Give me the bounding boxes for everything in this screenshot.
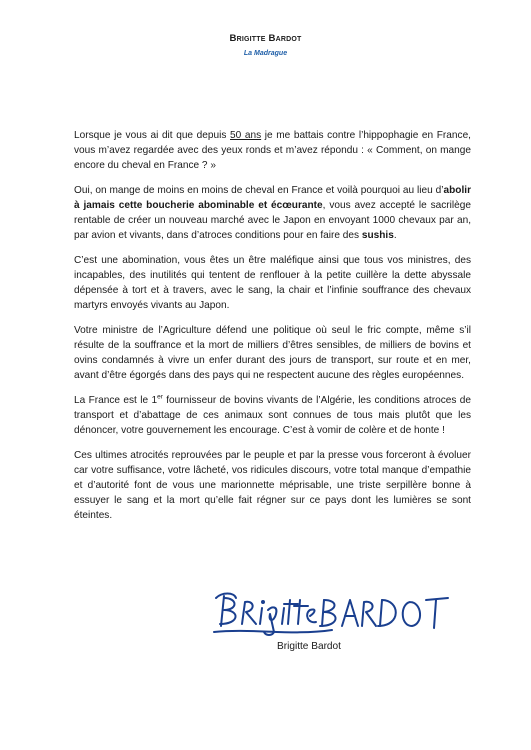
text-run: je me battais contre l’hippophagie en France, vous m’avez regardée avec des yeux ronds et m’avez répondu : « Comment, on mange encore du cheval en France ? » xyxy=(74,130,471,171)
letterhead xyxy=(0,33,531,57)
paragraph-1 xyxy=(74,128,471,173)
bold-word: sushis xyxy=(361,230,394,241)
text-run: La France est le 1 xyxy=(74,395,158,406)
text-run: . xyxy=(393,230,397,241)
text-run: Oui, on mange de moins en moins de cheval en France et voilà pourquoi au lieu d’ xyxy=(74,185,444,196)
sender-place: La Madrague xyxy=(243,50,288,57)
paragraph-2 xyxy=(74,183,471,243)
text-run: Lorsque je vous ai dit que depuis xyxy=(74,130,231,141)
paragraph-6: Ces ultimes atrocités reprouvées par le peuple et par la presse vous forceront à évoluer car votre suffisance, votre lâcheté, vos ridicules discours, votre total manque d’empathie et d’autorité font de vous une marionnette méprisable, une triste serpillère bonne à essuyer le sang et la mort qu’elle fait régner sur ce pays dont les lumières se sont éteintes. xyxy=(74,450,471,521)
handwritten-signature xyxy=(212,588,452,638)
underlined-years: 50 ans xyxy=(230,130,262,141)
sender-name: Brigitte Bardot xyxy=(229,33,302,44)
paragraph-5 xyxy=(74,393,471,438)
letter-body xyxy=(74,128,471,533)
paragraph-4: Votre ministre de l’Agriculture défend une politique où seul le fric compte, même s’il résulte de la souffrance et la mort de milliers d’êtres sensibles, de milliers de bovins et ovins condamnés à vivre un enfer durant des jours de transport, sur route et en mer, avant d’être égorgés dans des pays qui ne respectent aucune des règles européennes. xyxy=(74,325,471,381)
ordinal-superscript: er xyxy=(157,393,163,401)
text-run: , vous avez accepté le sacrilège rentable de créer un nouveau marché avec le Japon en envoyant 1000 chevaux par an, par avion et vivants, dans d’atroces conditions pour en faire des xyxy=(74,200,471,241)
text-run: fournisseur de bovins vivants de l’Algérie, les conditions atroces de transport et d’abattage de ces animaux sont connues de tous mais plutôt que les dénoncer, votre gouvernement les encourage. C’est à vomir de colère et de honte ! xyxy=(74,395,472,436)
signatory-name: Brigitte Bardot xyxy=(277,641,341,652)
bold-phrase: abolir à jamais cette boucherie abominable et écœurante xyxy=(74,185,471,211)
paragraph-3: C’est une abomination, vous êtes un être maléfique ainsi que tous vos ministres, des incapables, des inutilités qui tentent de renflouer à la petite cuillère la dette abyssale dépensée à tort et à travers, avec le sang, la chair et l’infinie souffrance des chevaux martyrs envoyés vivants au Japon. xyxy=(74,255,471,311)
